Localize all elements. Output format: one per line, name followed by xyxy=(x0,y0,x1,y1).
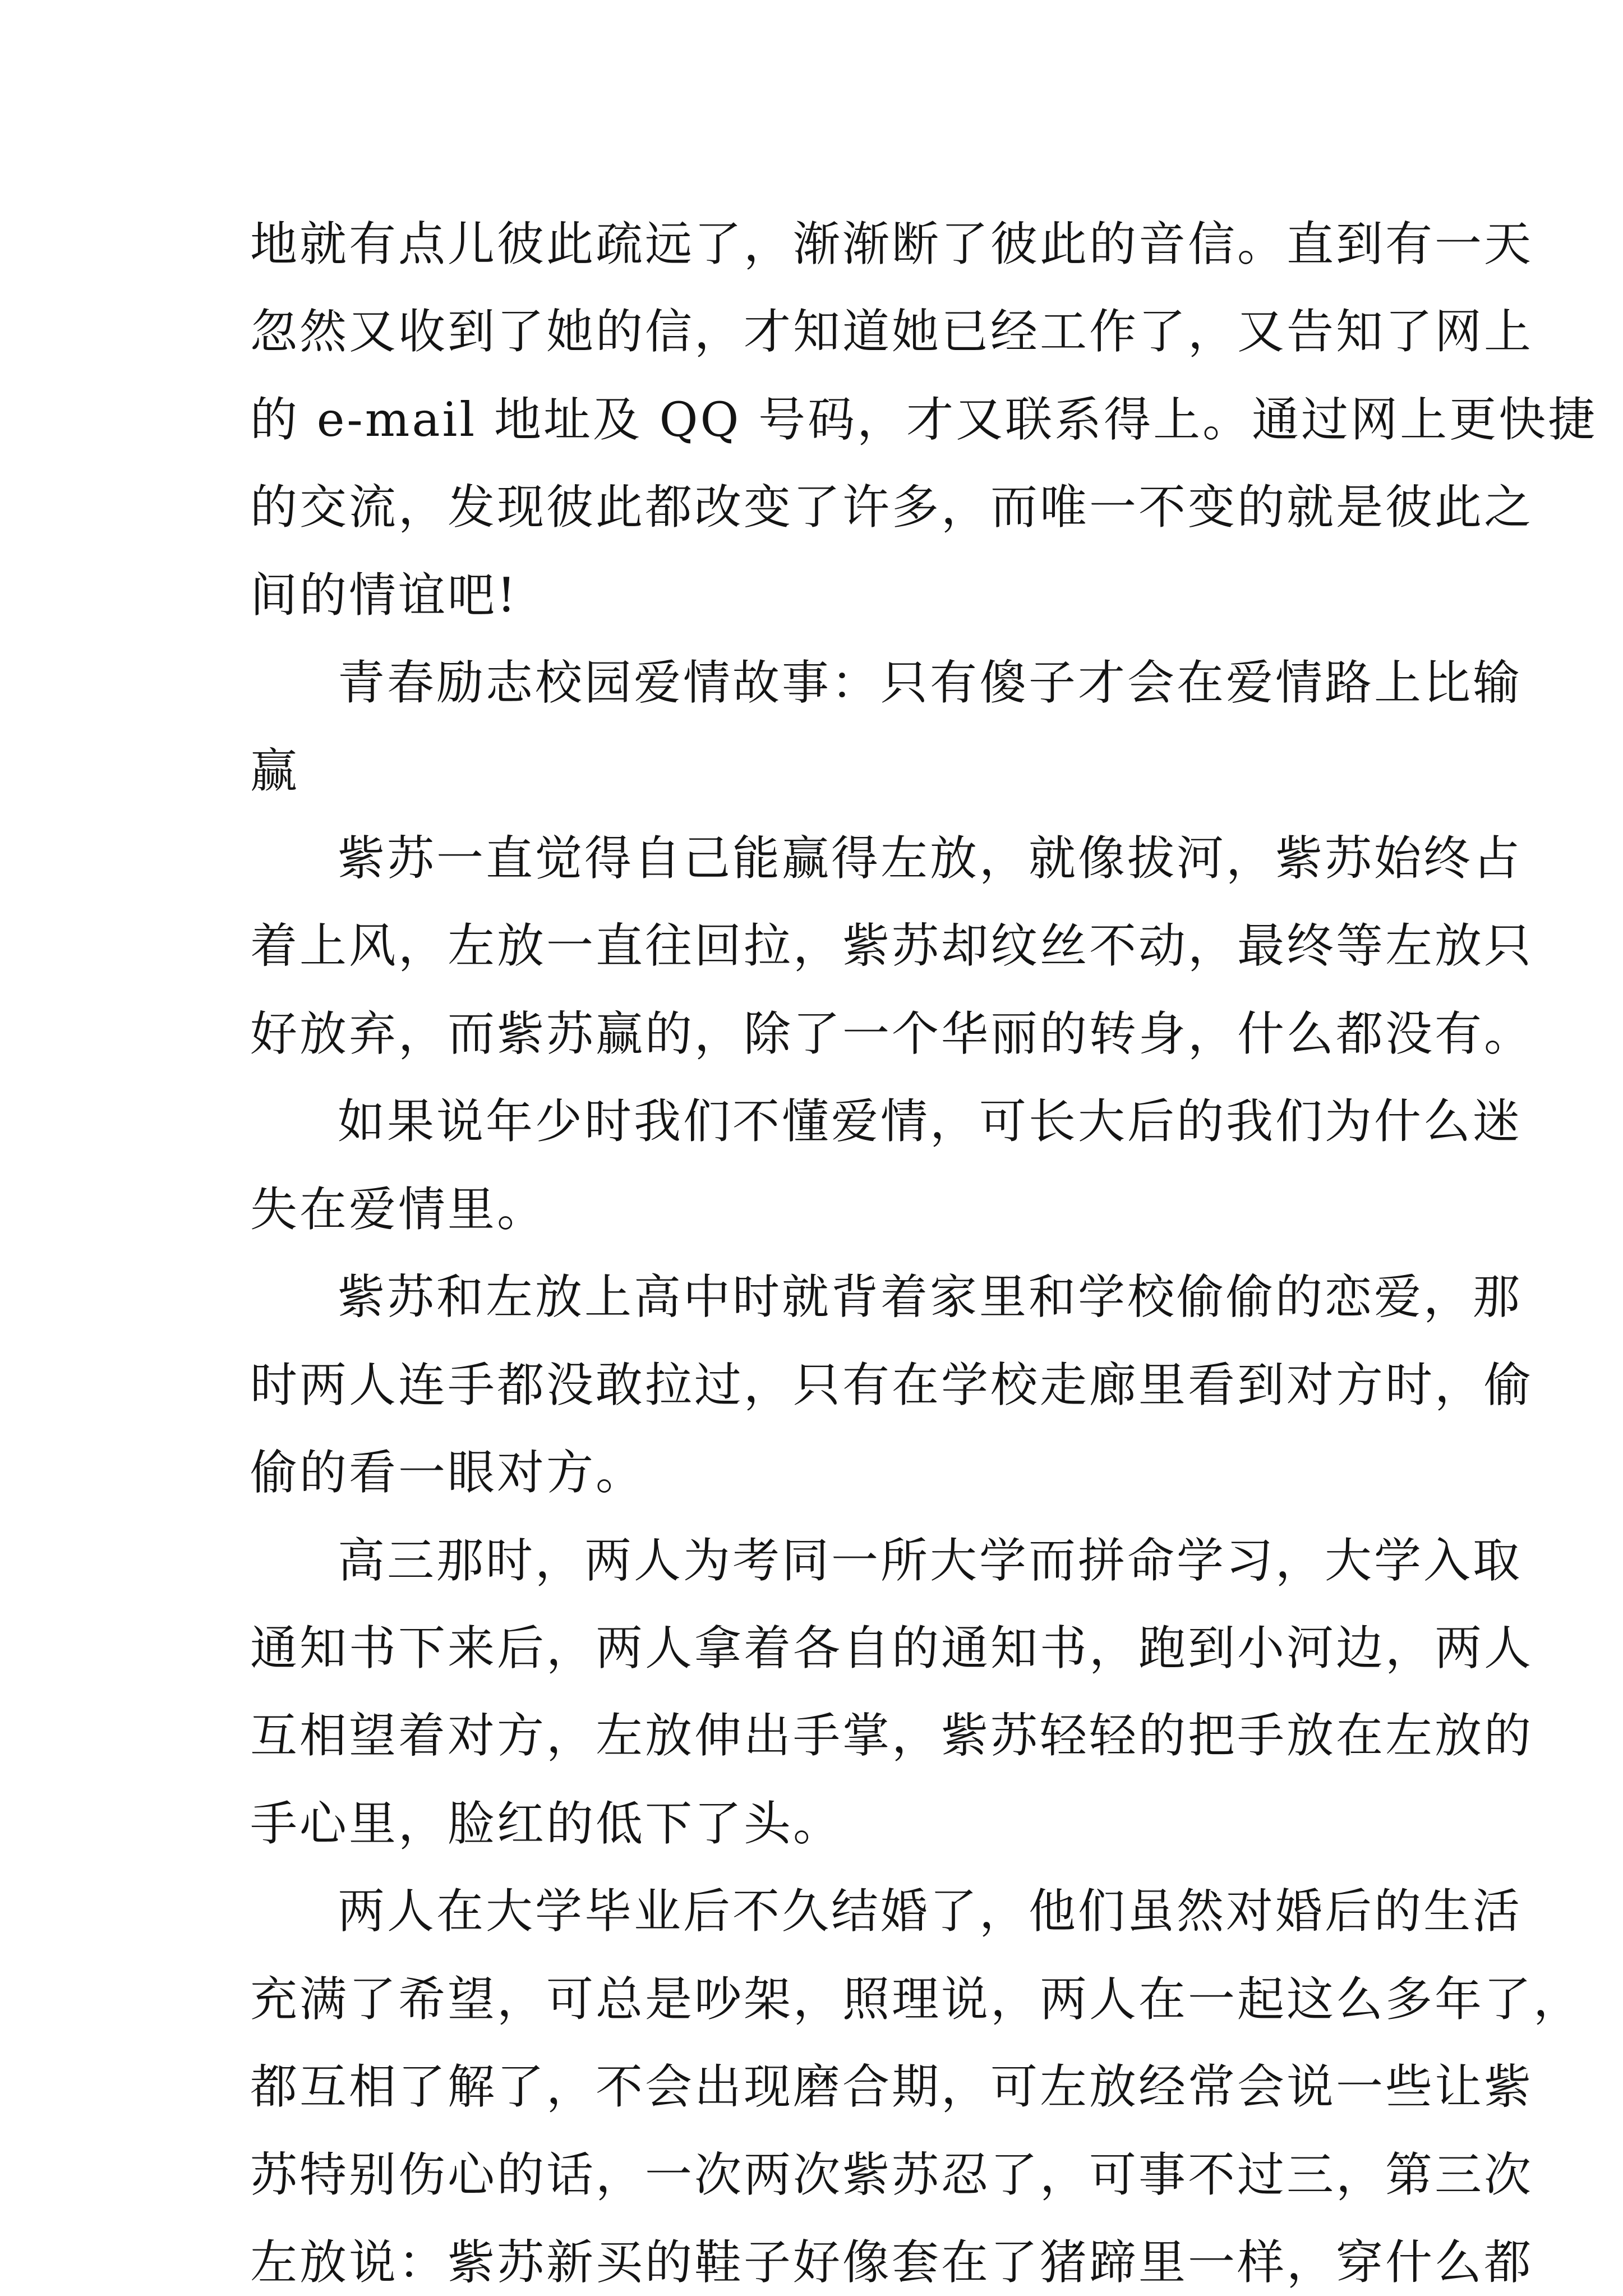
text-line: 高三那时，两人为考同一所大学而拼命学习，大学入取 xyxy=(338,1533,1523,1588)
text-line: 通知书下来后，两人拿着各自的通知书，跑到小河边，两人 xyxy=(250,1621,1534,1676)
text-line: 紫苏一直觉得自己能赢得左放，就像拔河，紫苏始终占 xyxy=(338,831,1523,886)
text-line: 间的情谊吧! xyxy=(250,568,518,623)
text-line: 偷的看一眼对方。 xyxy=(250,1445,645,1500)
text-line: 手心里，脸红的低下了头。 xyxy=(250,1796,843,1851)
text-line: 失在爱情里。 xyxy=(250,1182,547,1237)
text-line: 忽然又收到了她的信，才知道她已经工作了，又告知了网上 xyxy=(250,304,1534,359)
section-title-continuation: 赢 xyxy=(250,743,300,798)
text-line: 充满了希望，可总是吵架，照理说，两人在一起这么多年了， xyxy=(250,1972,1583,2027)
text-line: 两人在大学毕业后不久结婚了，他们虽然对婚后的生活 xyxy=(338,1884,1523,1939)
text-line: 地就有点儿彼此疏远了，渐渐断了彼此的音信。直到有一天 xyxy=(250,217,1534,272)
text-line: 左放说：紫苏新买的鞋子好像套在了猪蹄里一样，穿什么都 xyxy=(250,2235,1534,2290)
text-line: 紫苏和左放上高中时就背着家里和学校偷偷的恋爱，那 xyxy=(338,1269,1523,1324)
text-line: 时两人连手都没敢拉过，只有在学校走廊里看到对方时，偷 xyxy=(250,1358,1534,1412)
text-line: 如果说年少时我们不懂爱情，可长大后的我们为什么迷 xyxy=(338,1094,1523,1149)
text-line: 的交流，发现彼此都改变了许多，而唯一不变的就是彼此之 xyxy=(250,480,1534,535)
text-line: 互相望着对方，左放伸出手掌，紫苏轻轻的把手放在左放的 xyxy=(250,1708,1534,1763)
text-line: 苏特别伤心的话，一次两次紫苏忍了，可事不过三，第三次 xyxy=(250,2147,1534,2202)
text-line: 的 e-mail 地址及 QQ 号码，才又联系得上。通过网上更快捷 xyxy=(250,392,1598,447)
text-line: 都互相了解了，不会出现磨合期，可左放经常会说一些让紫 xyxy=(250,2059,1534,2114)
section-title: 青春励志校园爱情故事：只有傻子才会在爱情路上比输 xyxy=(338,655,1523,710)
text-line: 好放弃，而紫苏赢的，除了一个华丽的转身，什么都没有。 xyxy=(250,1006,1534,1061)
text-line: 着上风，左放一直往回拉，紫苏却纹丝不动，最终等左放只 xyxy=(250,918,1534,973)
